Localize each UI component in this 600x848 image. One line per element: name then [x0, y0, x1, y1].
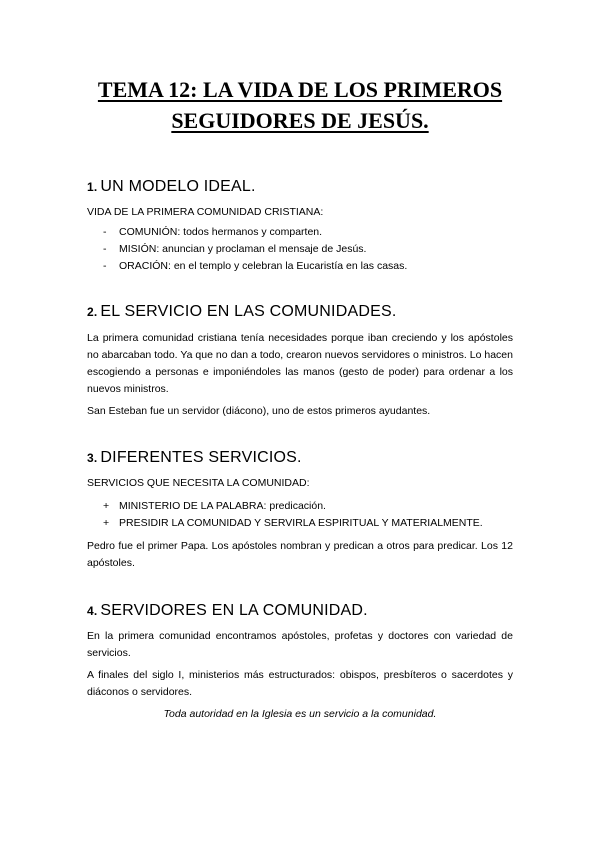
paragraph: En la primera comunidad encontramos apóstoles, profetas y doctores con variedad de servicios.	[87, 630, 513, 659]
list-item: - ORACIÓN: en el templo y celebran la Eucaristía en las casas.	[87, 258, 513, 275]
section-1-list	[87, 224, 513, 275]
title-line-1: TEMA 12: LA VIDA DE LOS PRIMEROS	[97, 77, 503, 102]
section-number: 4.	[87, 604, 98, 618]
section-4-body-2	[87, 667, 513, 701]
paragraph: San Esteban fue un servidor (diácono), uno de estos primeros ayudantes.	[87, 405, 431, 417]
section-number: 1.	[87, 180, 98, 194]
closing-quote: Toda autoridad en la Iglesia es un servicio a la comunidad.	[163, 708, 437, 720]
paragraph: Pedro fue el primer Papa. Los apóstoles nombran y predican a otros para predicar. Los 12 apóstoles.	[87, 540, 513, 569]
section-3-body	[87, 538, 513, 572]
paragraph: La primera comunidad cristiana tenía necesidades porque iban creciendo y los apóstoles no abarcaban todo. Ya que no dan a todo, crearon nuevos servidores o ministros. Lo hacen escogiendo a personas e imponiéndoles las manos (gesto de poder) para ordenar a los nuevos ministros.	[87, 332, 513, 395]
section-3-list	[87, 498, 513, 532]
section-number: 3.	[87, 451, 98, 465]
section-4-body	[87, 628, 513, 662]
dash-bullet: -	[103, 226, 107, 238]
paragraph: A finales del siglo I, ministerios más estructurados: obispos, presbíteros o sacerdotes y diáconos o servidores.	[87, 669, 513, 698]
plus-bullet: +	[103, 517, 110, 529]
section-1-subheading: VIDA DE LA PRIMERA COMUNIDAD CRISTIANA:	[87, 206, 324, 218]
plus-bullet: +	[103, 500, 110, 512]
section-3-subheading: SERVICIOS QUE NECESITA LA COMUNIDAD:	[87, 477, 310, 489]
section-4-heading	[87, 602, 513, 620]
section-2-heading	[87, 303, 513, 321]
list-item: + MINISTERIO DE LA PALABRA: predicación.	[87, 498, 513, 515]
page-title	[60, 74, 540, 136]
section-title: SERVIDORES EN LA COMUNIDAD.	[100, 602, 368, 619]
section-title: EL SERVICIO EN LAS COMUNIDADES.	[100, 303, 397, 320]
section-1-heading	[87, 178, 513, 196]
section-title: UN MODELO IDEAL.	[100, 178, 256, 195]
section-3-heading	[87, 449, 513, 467]
section-title: DIFERENTES SERVICIOS.	[100, 449, 302, 466]
dash-bullet: -	[103, 260, 107, 272]
list-item: - MISIÓN: anuncian y proclaman el mensaje de Jesús.	[87, 241, 513, 258]
list-item: + PRESIDIR LA COMUNIDAD Y SERVIRLA ESPIRITUAL Y MATERIALMENTE.	[87, 515, 513, 532]
section-2-body-2	[87, 403, 513, 420]
dash-bullet: -	[103, 243, 107, 255]
list-item: - COMUNIÓN: todos hermanos y comparten.	[87, 224, 513, 241]
section-2-body	[87, 330, 513, 398]
title-line-2: SEGUIDORES DE JESÚS.	[171, 108, 429, 133]
section-number: 2.	[87, 305, 98, 319]
